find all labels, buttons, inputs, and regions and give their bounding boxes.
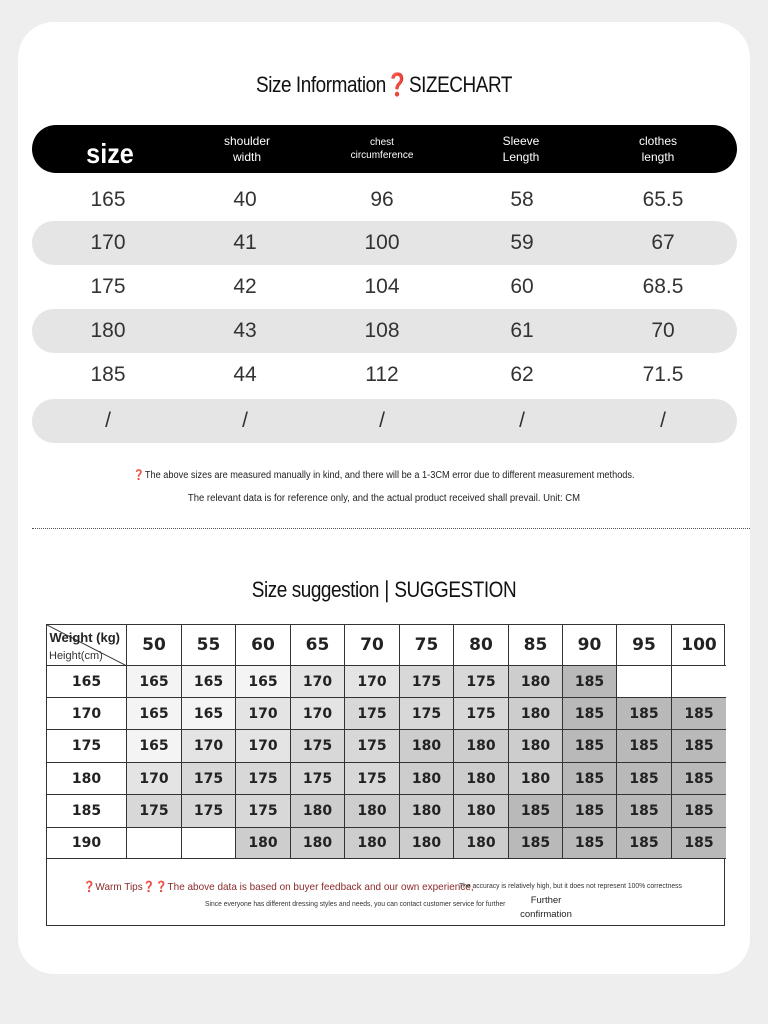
size-table-row [32,221,737,265]
size-table-cell: / [519,409,525,432]
weight-header-cell: 95 [617,625,672,666]
size-table-cell: 42 [233,275,257,298]
warm-tips-line: ❓Warm Tips❓❓The above data is based on buyer feedback and our own experience, [83,881,474,893]
suggested-size-cell: 175 [400,698,454,730]
suggested-size-cell: 180 [509,666,563,698]
height-axis-label: Height(cm) [49,650,103,662]
suggested-size-cell: 185 [617,698,672,730]
suggested-size-cell: 175 [345,763,400,795]
suggested-size-cell [672,666,726,698]
size-table-cell: 112 [365,363,399,386]
suggested-size-cell: 165 [127,698,182,730]
suggested-size-cell: 185 [617,795,672,828]
suggested-size-cell: 170 [345,666,400,698]
suggested-size-cell: 165 [127,666,182,698]
dotted-divider [32,528,750,529]
suggested-size-cell: 180 [509,763,563,795]
size-table-cell: 68.5 [642,275,684,298]
suggested-size-cell [617,666,672,698]
suggested-size-cell: 170 [127,763,182,795]
header-line: circumference [350,150,414,161]
size-table-row [32,178,737,222]
size-table-cell: 104 [364,275,400,298]
size-table-cell: 43 [233,319,257,342]
suggested-size-cell: 180 [509,730,563,763]
measurement-note: ❓The above sizes are measured manually in kind, and there will be a 1-3CM error due to different measurement methods. [133,470,635,481]
size-table-cell: 96 [370,188,394,211]
suggested-size-cell: 165 [127,730,182,763]
warm-tips-line: Further [530,895,562,906]
suggested-size-cell: 185 [563,698,617,730]
size-table-cell: 60 [510,275,534,298]
weight-header-cell: 80 [454,625,509,666]
suggested-size-cell: 180 [291,795,345,828]
size-table-cell: 59 [510,231,534,254]
suggested-size-cell: 185 [672,763,726,795]
warm-tips-confirmation [515,894,577,922]
weight-header-cell: 50 [127,625,182,666]
header-clothes-length [598,125,718,173]
suggested-size-cell [182,828,236,859]
weight-axis-label: Weight (kg) [49,630,120,645]
grid-corner-cell [47,625,127,666]
suggested-size-cell: 170 [182,730,236,763]
suggested-size-cell: 175 [236,795,291,828]
suggested-size-cell: 175 [454,666,509,698]
suggested-size-cell: 175 [454,698,509,730]
height-row-label: 165 [47,666,127,698]
suggested-size-cell: 185 [563,666,617,698]
suggested-size-cell: 175 [182,763,236,795]
size-table-cell: 175 [90,275,126,298]
suggested-size-cell: 175 [400,666,454,698]
header-sleeve-length [461,125,581,173]
suggested-size-cell: 180 [400,763,454,795]
size-table-cell: 58 [510,188,534,211]
suggested-size-cell: 185 [672,698,726,730]
suggested-size-cell: 175 [345,730,400,763]
size-table-cell: 100 [364,231,400,254]
header-line: length [641,150,675,164]
header-chest-circumference [322,125,442,173]
size-table-cell: 71.5 [642,363,684,386]
reference-note: The relevant data is for reference only, and the actual product received shall prevail. Unit: CM [187,493,581,504]
weight-header-cell: 70 [345,625,400,666]
suggested-size-cell: 175 [182,795,236,828]
header-line: shoulder [223,133,271,148]
height-row-label: 180 [47,763,127,795]
suggested-size-cell [127,828,182,859]
height-row-label: 175 [47,730,127,763]
suggested-size-cell: 175 [345,698,400,730]
suggested-size-cell: 170 [291,666,345,698]
weight-header-cell: 65 [291,625,345,666]
suggested-size-cell: 170 [236,698,291,730]
header-line: chest [370,136,394,148]
size-table-cell: 108 [364,319,400,342]
size-table-cell: 44 [233,363,257,386]
weight-header-cell: 85 [509,625,563,666]
size-suggestion-title: Size suggestion❘SUGGESTION [251,577,517,602]
suggested-size-cell: 180 [454,730,509,763]
suggested-size-cell: 185 [563,795,617,828]
suggested-size-cell: 165 [236,666,291,698]
size-suggestion-grid [46,624,725,926]
size-table-row [32,353,737,397]
suggested-size-cell: 165 [182,698,236,730]
suggested-size-cell: 175 [291,763,345,795]
size-table-row [32,265,737,309]
weight-header-cell: 55 [182,625,236,666]
suggested-size-cell: 180 [454,763,509,795]
size-table-cell: / [660,409,666,432]
suggested-size-cell: 180 [400,828,454,859]
suggested-size-cell: 165 [182,666,236,698]
weight-header-cell: 100 [672,625,726,666]
size-table-cell: 41 [233,231,257,254]
suggested-size-cell: 185 [672,828,726,859]
suggested-size-cell: 175 [291,730,345,763]
suggested-size-cell: 170 [291,698,345,730]
header-size [65,125,155,173]
weight-header-cell: 90 [563,625,617,666]
size-table-cell: / [379,409,385,432]
suggested-size-cell: 180 [509,698,563,730]
suggested-size-cell: 180 [400,730,454,763]
suggested-size-cell: 180 [291,828,345,859]
suggested-size-cell: 170 [236,730,291,763]
header-line: Length [502,150,540,164]
header-line: Sleeve [502,133,540,148]
size-table-cell: 40 [233,188,257,211]
size-table-row [32,399,737,443]
suggested-size-cell: 185 [563,828,617,859]
size-table-cell: 62 [510,363,534,386]
suggested-size-cell: 180 [345,795,400,828]
size-table-cell: 180 [90,319,126,342]
suggested-size-cell: 185 [509,795,563,828]
size-table-cell: / [105,409,111,432]
size-table-cell: 65.5 [642,188,684,211]
size-table-cell: 70 [651,319,675,342]
warm-tips-line: confirmation [520,908,572,920]
height-row-label: 170 [47,698,127,730]
header-line: width [232,150,261,164]
suggested-size-cell: 180 [236,828,291,859]
warm-tips-line: Since everyone has different dressing styles and needs, you can contact customer service for further [205,899,506,908]
size-table-cell: / [242,409,248,432]
suggested-size-cell: 185 [672,730,726,763]
height-row-label: 185 [47,795,127,828]
height-row-label: 190 [47,828,127,859]
suggested-size-cell: 175 [127,795,182,828]
size-table-cell: 165 [90,188,126,211]
suggested-size-cell: 180 [454,828,509,859]
suggested-size-cell: 185 [672,795,726,828]
suggested-size-cell: 180 [400,795,454,828]
suggested-size-cell: 185 [563,730,617,763]
size-table-cell: 67 [651,231,675,254]
suggested-size-cell: 180 [345,828,400,859]
warm-tips-line: The accuracy is relatively high, but it does not represent 100% correctness [459,881,682,890]
size-table-cell: 61 [510,319,534,342]
header-line: clothes [638,133,678,148]
suggested-size-cell: 185 [617,730,672,763]
size-table-cell: 185 [90,363,126,386]
weight-header-cell: 60 [236,625,291,666]
suggested-size-cell: 175 [236,763,291,795]
size-info-title: Size Information❓SIZECHART [256,72,512,97]
suggested-size-cell: 185 [617,763,672,795]
suggested-size-cell: 185 [509,828,563,859]
size-table-row [32,309,737,353]
size-table-header [32,125,737,173]
warm-tips [47,859,724,925]
suggested-size-cell: 185 [617,828,672,859]
header-shoulder-width [187,125,307,173]
size-table-cell: 170 [90,231,126,254]
header-size-label: size [86,138,134,169]
weight-header-cell: 75 [400,625,454,666]
suggested-size-cell: 180 [454,795,509,828]
suggested-size-cell: 185 [563,763,617,795]
